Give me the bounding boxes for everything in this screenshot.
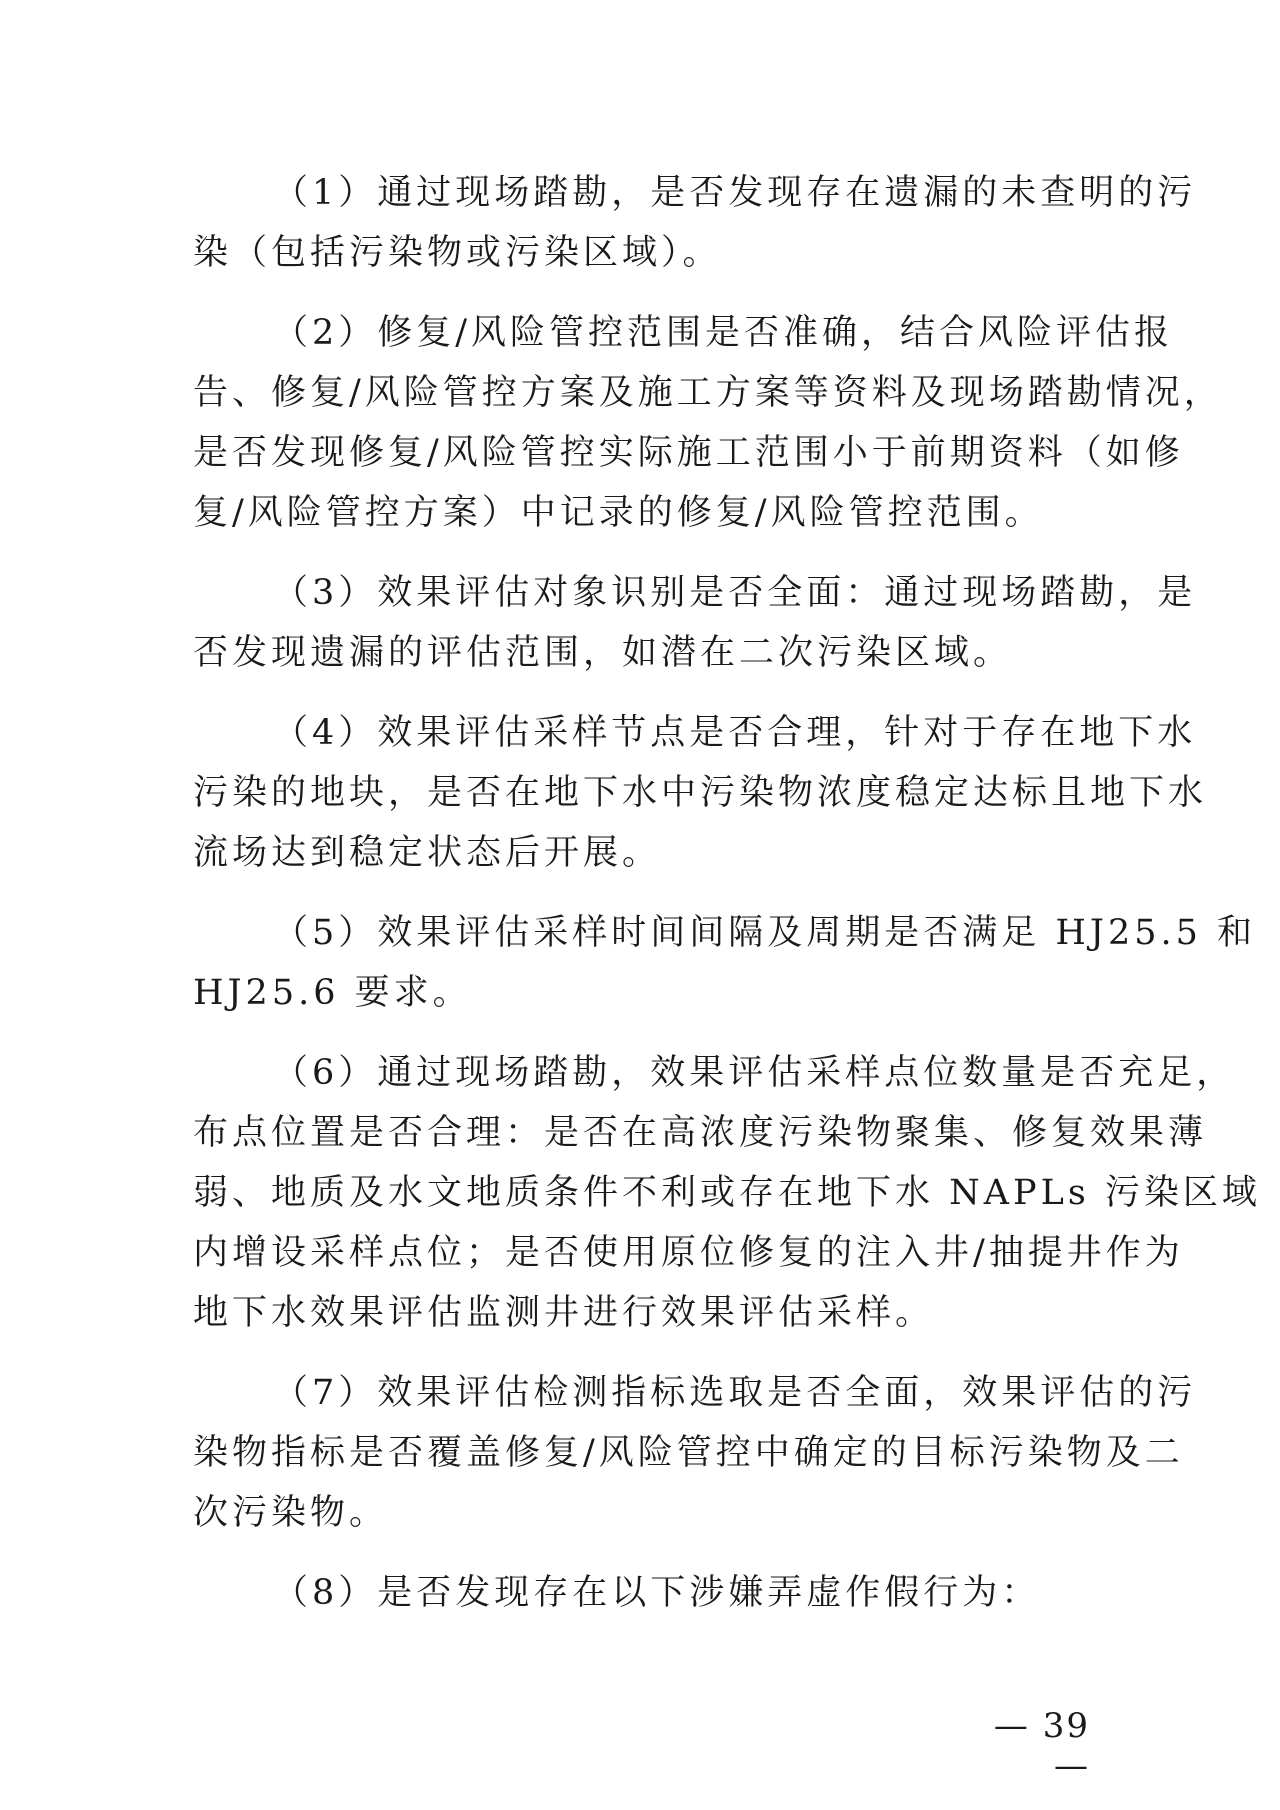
paragraph-line: 复/风险管控方案）中记录的修复/风险管控范围。: [193, 493, 1044, 533]
paragraph-line: 否发现遗漏的评估范围，如潜在二次污染区域。: [193, 633, 1013, 673]
paragraph-3: [193, 563, 1197, 683]
paragraph-line: （5）效果评估采样时间间隔及周期是否满足 HJ25.5 和: [273, 913, 1257, 953]
paragraph-line: （8）是否发现存在以下涉嫌弄虚作假行为：: [273, 1573, 1041, 1613]
paragraph-line: （1）通过现场踏勘，是否发现存在遗漏的未查明的污: [273, 173, 1197, 213]
paragraph-line: HJ25.6 要求。: [193, 973, 472, 1013]
paragraph-line: 布点位置是否合理：是否在高浓度污染物聚集、修复效果薄: [193, 1113, 1208, 1153]
paragraph-1: [193, 163, 1197, 283]
paragraph-line: 次污染物。: [193, 1493, 389, 1533]
paragraph-line: 污染的地块，是否在地下水中污染物浓度稳定达标且地下水: [193, 773, 1208, 813]
page-number: — 39 —: [993, 1706, 1090, 1786]
paragraph-line: 内增设采样点位；是否使用原位修复的注入井/抽提井作为: [193, 1233, 1184, 1273]
paragraph-line: 告、修复/风险管控方案及施工方案等资料及现场踏勘情况，: [193, 373, 1223, 413]
paragraph-2: [193, 303, 1223, 543]
paragraph-8: [193, 1563, 1088, 1623]
paragraph-4: [193, 703, 1208, 883]
paragraph-line: （7）效果评估检测指标选取是否全面，效果评估的污: [273, 1373, 1197, 1413]
paragraph-line: 是否发现修复/风险管控实际施工范围小于前期资料（如修: [193, 433, 1184, 473]
paragraph-line: （6）通过现场踏勘，效果评估采样点位数量是否充足，: [273, 1053, 1236, 1093]
paragraph-line: 地下水效果评估监测井进行效果评估采样。: [193, 1293, 935, 1333]
paragraph-line: 弱、地质及水文地质条件不利或存在地下水 NAPLs 污染区域: [193, 1173, 1261, 1213]
paragraph-line: 流场达到稳定状态后开展。: [193, 833, 662, 873]
paragraph-line: （4）效果评估采样节点是否合理，针对于存在地下水: [273, 713, 1197, 753]
paragraph-line: （2）修复/风险管控范围是否准确，结合风险评估报: [273, 313, 1174, 353]
paragraph-line: 染（包括污染物或污染区域）。: [193, 233, 722, 273]
paragraph-6: [193, 1043, 1261, 1343]
paragraph-5: [193, 903, 1257, 1023]
paragraph-line: 染物指标是否覆盖修复/风险管控中确定的目标污染物及二: [193, 1433, 1184, 1473]
paragraph-7: [193, 1363, 1197, 1543]
document-body: [193, 163, 1261, 1623]
paragraph-line: （3）效果评估对象识别是否全面：通过现场踏勘，是: [273, 573, 1197, 613]
